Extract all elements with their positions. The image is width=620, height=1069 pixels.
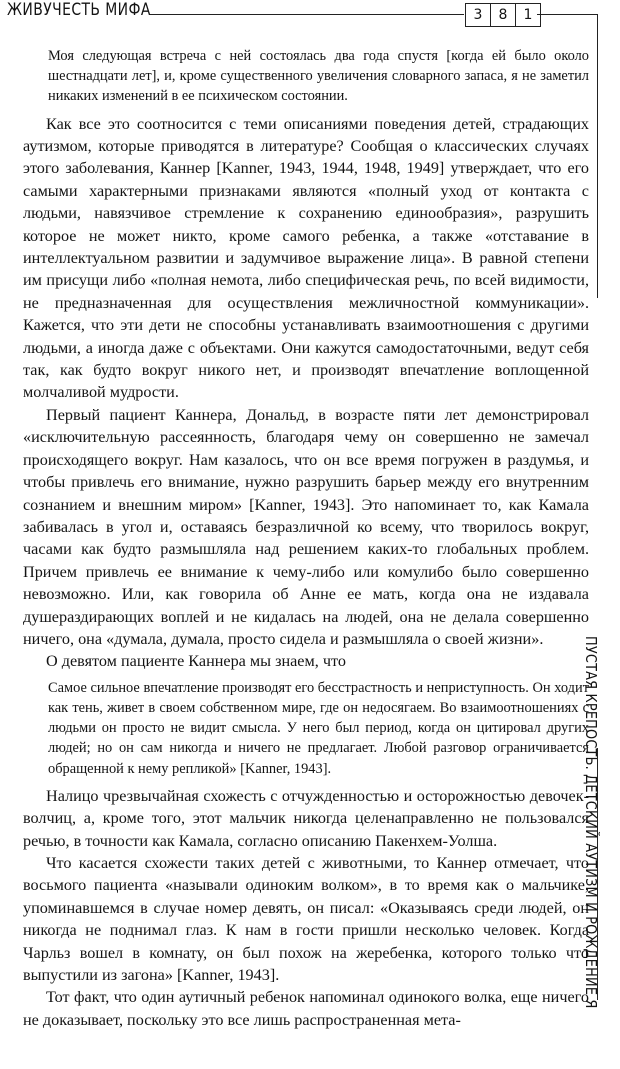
paragraph: Первый пациент Каннера, Дональд, в возрасте пяти лет демонстрировал «исключительную рассеянность, благодаря чему он совершенно не замечал происходящего вокруг. Нам казалось, что он все время погружен в раздумья, и чтобы привлечь его внимание, нужно разрушить барьер между его внутренним сознанием и внешним миром» [Kanner, 1943]. Это напоминает то, как Камала забивалась в угол и, оставаясь безразличной ко всему, что творилось вокруг, часами как будто размышляла над решением каких-то глобальных проблем. Причем привлечь ее внимание к чему-либо или комулибо было совершенно невозможно. Или, как говорила об Анне ее мать, когда она не издавала душераздирающих воплей и не кидалась на людей, она не делала совершенно ничего, она «думала, думала, просто сидела и размышляла о своей жизни». — [23, 405, 589, 648]
header-rule-left — [150, 14, 464, 15]
paragraph: Как все это соотносится с теми описаниями поведения детей, страдающих аутизмом, которые приводятся в литературе? Сообщая о классических случаях этого заболевания, Каннер [Kanner, 1943, 1944, 1948, 1949] утверждает, что его самыми характерными признаками являются «полный уход от контакта с людьми, навязчивое стремление к сохранению единообразия», разрушить которое не может никто, кроме самого ребенка, а также «отставание в интеллектуальном развитии и задумчивое выражение лица». В равной степени им присущи либо «полная немота, либо специфическая речь, по всей видимости, не предназначенная для осуществления межличностной коммуникации». Кажется, что эти дети не способны устанавливать взаимоотношения с другими людьми, а иногда даже с объектами. Они кажутся самодостаточными, ведут себя так, как будто вокруг никого нет, и производят впечатление воплощенной молчаливой мудрости. — [23, 114, 589, 402]
running-head: ЖИВУЧЕСТЬ МИФА — [7, 0, 151, 20]
paragraph: О девятом пациенте Каннера мы знаем, что — [46, 652, 346, 671]
header-rule-right — [537, 14, 598, 15]
paragraph: Тот факт, что один аутичный ребенок напоминал одинокого волка, еще ничего не доказывает, поскольку это все лишь распространенная мета- — [23, 988, 589, 1029]
block-quote: Моя следующая встреча с ней состоялась два года спустя [когда ей было около шестнадцати лет], и, кроме существенного увеличения словарного запаса, я не заметил никаких изменений в ее психическом состоянии. — [48, 48, 589, 105]
side-title-text: ПУСТАЯ КРЕПОСТЬ. ДЕТСКИЙ АУТИЗМ И РОЖДЕНИЕ Я — [582, 636, 600, 1009]
page-digit: 3 — [465, 3, 491, 27]
paragraph: Налицо чрезвычайная схожесть с отчужденностью и осторожностью девочек-волчиц, а, кроме того, этот мальчик никогда целенаправленно не пользовался речью, в точности как Камала, согласно описанию Пакенхем-Уолша. — [23, 786, 589, 850]
paragraph: Что касается схожести таких детей с животными, то Каннер отмечает, что восьмого пациента «называли одиноким волком», в то время как о мальчике, упоминавшемся в случае номер девять, он писал: «Оказываясь среди людей, он никогда не поднимал глаз. К нам в гости пришли несколько человек. Когда Чарльз вошел в комнату, он был похож на жеребенка, которого только что выпустили из загона» [Kanner, 1943]. — [23, 854, 589, 985]
block-quote: Самое сильное впечатление производят его бесстрастность и неприступность. Он ходит как тень, живет в своем собственном мире, где он недосягаем. Во взаимоотношениях с людьми он просто не видит смысла. У него был период, когда он цитировал других людей; но он сам никогда и ничего не предлагает. Любой разговор ограничивается обращенной к нему репликой» [Kanner, 1943]. — [48, 679, 589, 777]
side-rule-top — [597, 14, 598, 298]
page-digit: 8 — [490, 3, 516, 27]
page-digit: 1 — [515, 3, 541, 27]
page-number — [466, 3, 541, 25]
text-column — [23, 46, 589, 1031]
